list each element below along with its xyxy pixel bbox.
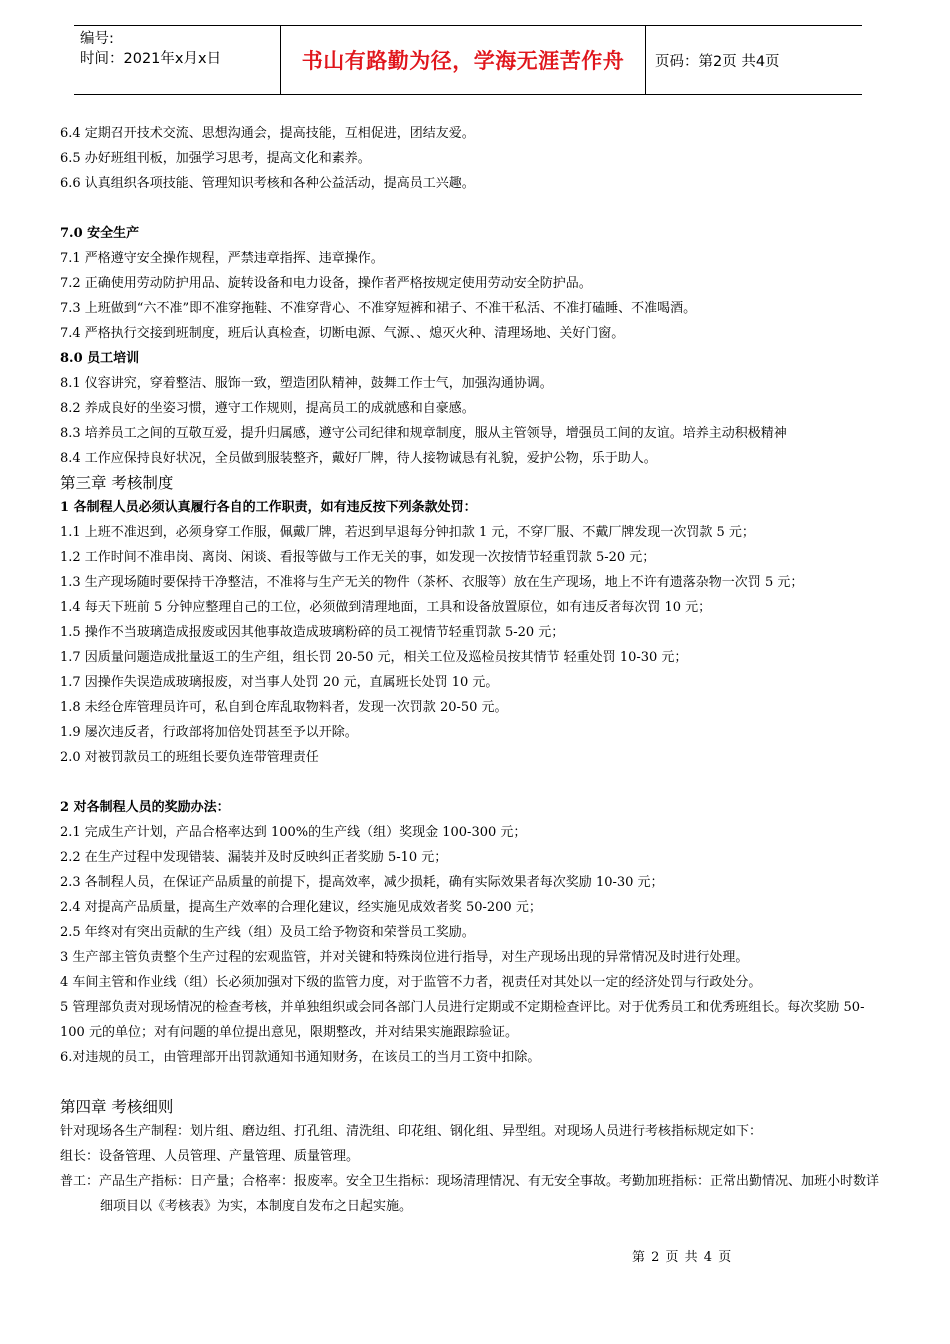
header-meta-cell <box>74 26 281 94</box>
reward-2-4: 2.4 对提高产品质量，提高生产效率的合理化建议，经实施见成效者奖 50-200 元； <box>60 900 542 915</box>
chapter-3-title: 第三章 考核制度 <box>60 474 174 492</box>
reward-2-2: 2.2 在生产过程中发现错装、漏装并及时反映纠正者奖励 5-10 元； <box>60 850 448 865</box>
page-footer: 第 2 页 共 4 页 <box>632 1250 733 1265</box>
clause-8-3: 8.3 培养员工之间的互敬互爱，提升归属感，遵守公司纪律和规章制度，服从主管领导，增强员工间的友谊。培养主动积极精神 <box>60 426 787 441</box>
section-1-heading: 1 各制程人员必须认真履行各自的工作职责，如有违反按下列条款处罚： <box>60 500 477 515</box>
reward-2-5: 2.5 年终对有突出贡献的生产线（组）及员工给予物资和荣誉员工奖励。 <box>60 925 475 940</box>
reward-2-1: 2.1 完成生产计划，产品合格率达到 100%的生产线（组）奖现金 100-300 元； <box>60 825 527 840</box>
rule-1-2: 1.2 工作时间不准串岗、离岗、闲谈、看报等做与工作无关的事，如发现一次按情节轻重罚款 5-20 元； <box>60 550 656 565</box>
section-2-heading: 2 对各制程人员的奖励办法： <box>60 800 230 815</box>
clause-8-1: 8.1 仪容讲究，穿着整洁、服饰一致，塑造团队精神，鼓舞工作士气，加强沟通协调。 <box>60 376 553 391</box>
clause-8-4: 8.4 工作应保持良好状况，全员做到服装整齐，戴好厂牌，待人接物诚恳有礼貌，爱护公物，乐于助人。 <box>60 451 657 466</box>
rule-1-7b: 1.7 因操作失误造成玻璃报废，对当事人处罚 20 元，直属班长处罚 10 元。 <box>60 675 499 690</box>
page-header <box>74 25 862 95</box>
rule-1-9: 1.9 屡次违反者，行政部将加倍处罚甚至予以开除。 <box>60 725 358 740</box>
rule-1-1: 1.1 上班不准迟到，必须身穿工作服，佩戴厂牌，若迟到早退每分钟扣款 1 元，不穿厂服、不戴厂牌发现一次罚款 5 元； <box>60 525 755 540</box>
rule-1-7a: 1.7 因质量问题造成批量返工的生产组，组长罚 20-50 元，相关工位及巡检员按其情节 轻重处罚 10-30 元； <box>60 650 688 665</box>
clause-7-1: 7.1 严格遵守安全操作规程，严禁违章指挥、违章操作。 <box>60 251 384 266</box>
rule-1-5: 1.5 操作不当玻璃造成报废或因其他事故造成玻璃粉碎的员工视情节轻重罚款 5-20 元； <box>60 625 565 640</box>
document-body <box>60 121 880 1219</box>
section-7-heading: 7.0 安全生产 <box>60 226 140 241</box>
detail-group-leader: 组长：设备管理、人员管理、产量管理、质量管理。 <box>60 1149 360 1164</box>
chapter-4-title: 第四章 考核细则 <box>60 1098 174 1116</box>
item-6: 6.对违规的员工，由管理部开出罚款通知书通知财务，在该员工的当月工资中扣除。 <box>60 1050 541 1065</box>
clause-6-4: 6.4 定期召开技术交流、思想沟通会，提高技能，互相促进，团结友爱。 <box>60 126 475 141</box>
detail-intro: 针对现场各生产制程：划片组、磨边组、打孔组、清洗组、印花组、钢化组、异型组。对现场人员进行考核指标规定如下： <box>60 1124 763 1139</box>
header-page-info: 页码：第2页 共4页 <box>655 53 780 70</box>
header-motto: 书山有路勤为径，学海无涯苦作舟 <box>281 26 646 94</box>
item-4: 4 车间主管和作业线（组）长必须加强对下级的监管力度，对于监管不力者，视责任对其处以一定的经济处罚与行政处分。 <box>60 975 762 990</box>
clause-6-6: 6.6 认真组织各项技能、管理知识考核和各种公益活动，提高员工兴趣。 <box>60 176 475 191</box>
clause-6-5: 6.5 办好班组刊板，加强学习思考，提高文化和素养。 <box>60 151 371 166</box>
document-time-label: 时间：2021年x月x日 <box>80 51 222 67</box>
clause-7-4: 7.4 严格执行交接到班制度，班后认真检查，切断电源、气源、、熄灭火种、清理场地、关好门窗。 <box>60 326 625 341</box>
rule-1-8: 1.8 未经仓库管理员许可，私自到仓库乱取物料者，发现一次罚款 20-50 元。 <box>60 700 508 715</box>
detail-worker: 普工：产品生产指标：日产量；合格率：报废率。安全卫生指标：现场清理情况、有无安全事故。考勤加班指标：正常出勤情况、加班小时数详细项目以《考核表》为实，本制度自发布之日起实施。 <box>60 1174 880 1214</box>
clause-7-3: 7.3 上班做到“六不准”即不准穿拖鞋、不准穿背心、不准穿短裤和裙子、不准干私活、不准打磕睡、不准喝酒。 <box>60 301 697 316</box>
item-5: 5 管理部负责对现场情况的检查考核，并单独组织或会同各部门人员进行定期或不定期检查评比。对于优秀员工和优秀班组长。每次奖励 50-100 元的单位；对有问题的单位提出意见，限期整改，并对结果实施跟踪验证。 <box>60 1000 865 1040</box>
document-number-label: 编号: <box>80 31 114 47</box>
rule-2-0: 2.0 对被罚款员工的班组长要负连带管理责任 <box>60 750 319 765</box>
reward-2-3: 2.3 各制程人员，在保证产品质量的前提下，提高效率，减少损耗，确有实际效果者每次奖励 10-30 元； <box>60 875 664 890</box>
rule-1-3: 1.3 生产现场随时要保持干净整洁，不准将与生产无关的物件（茶杯、衣服等）放在生产现场，地上不许有遗落杂物一次罚 5 元； <box>60 575 804 590</box>
rule-1-4: 1.4 每天下班前 5 分钟应整理自己的工位，必须做到清理地面，工具和设备放置原位，如有违反者每次罚 10 元； <box>60 600 712 615</box>
clause-7-2: 7.2 正确使用劳动防护用品、旋转设备和电力设备，操作者严格按规定使用劳动安全防护品。 <box>60 276 592 291</box>
section-8-heading: 8.0 员工培训 <box>60 351 140 366</box>
clause-8-2: 8.2 养成良好的坐姿习惯，遵守工作规则，提高员工的成就感和自豪感。 <box>60 401 475 416</box>
item-3: 3 生产部主管负责整个生产过程的宏观监管，并对关键和特殊岗位进行指导，对生产现场出现的异常情况及时进行处理。 <box>60 950 749 965</box>
